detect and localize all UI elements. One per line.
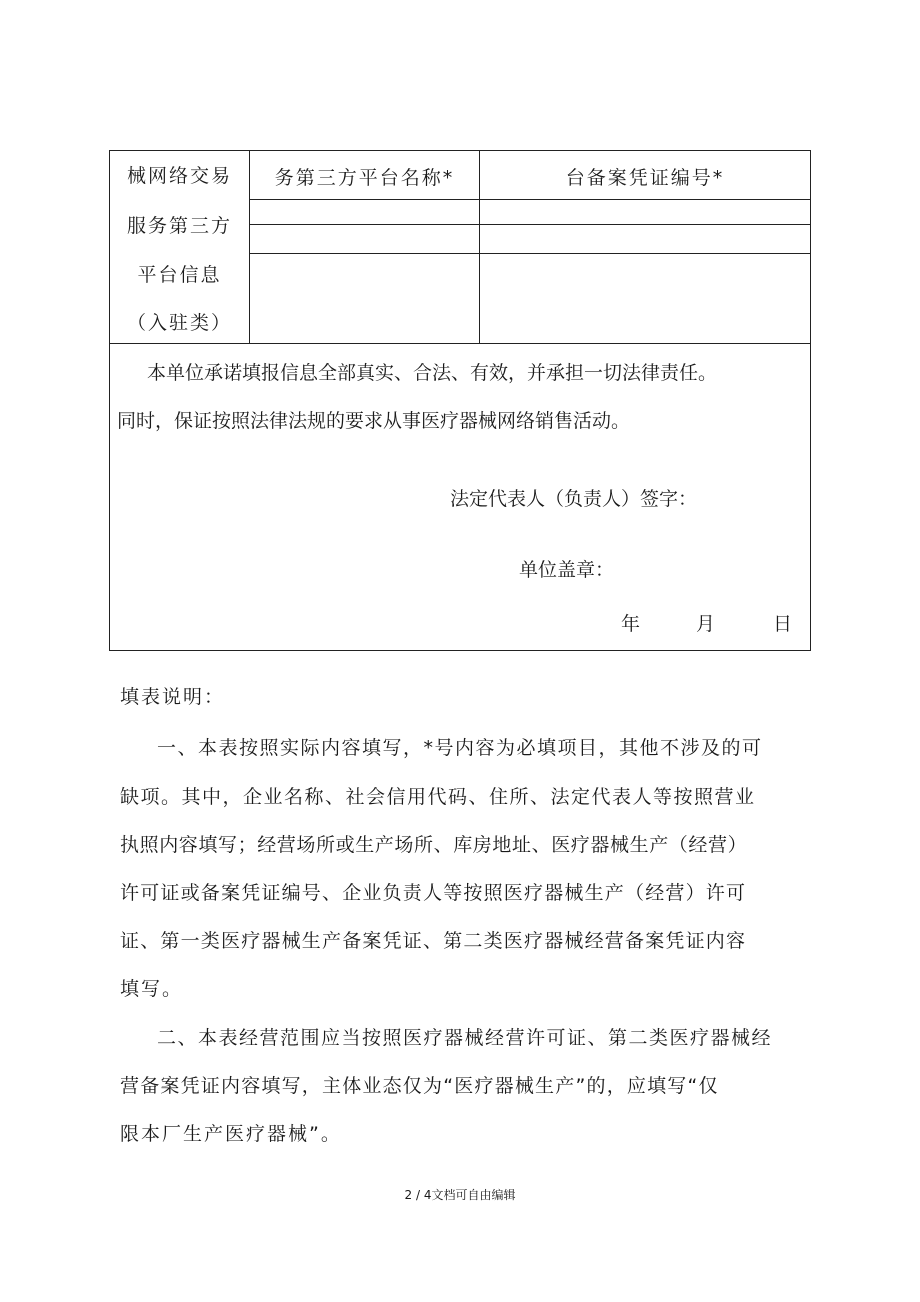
date-year: 年 <box>621 613 641 635</box>
date-month: 月 <box>696 613 716 635</box>
section-label-line-4: （入驻类） <box>126 312 232 334</box>
table-divider-h1 <box>249 199 810 200</box>
instruction-line: 证、第一类医疗器械生产备案凭证、第二类医疗器械经营备案凭证内容 <box>120 930 747 952</box>
instruction-line: 填写。 <box>120 978 184 1000</box>
record-number-header: 台备案凭证编号* <box>565 167 725 189</box>
pledge-text-line-1: 本单位承诺填报信息全部真实、合法、有效，并承担一切法律责任。 <box>147 362 718 384</box>
platform-info-table <box>109 150 811 651</box>
page-footer: 2 / 4文档可自由编辑 <box>404 1188 516 1202</box>
section-label-line-3: 平台信息 <box>137 264 222 286</box>
signature-label: 法定代表人（负责人）签字： <box>450 488 698 510</box>
instruction-line: 一、本表按照实际内容填写，*号内容为必填项目，其他不涉及的可 <box>157 737 763 759</box>
seal-label: 单位盖章： <box>519 559 615 581</box>
section-label-line-2: 服务第三方 <box>126 215 232 237</box>
instructions-heading: 填表说明： <box>120 686 226 708</box>
instruction-line: 执照内容填写；经营场所或生产场所、库房地址、医疗器械生产（经营） <box>120 834 748 856</box>
instruction-line: 许可证或备案凭证编号、企业负责人等按照医疗器械生产（经营）许可 <box>120 882 747 904</box>
section-label-line-1: 械网络交易 <box>126 165 232 187</box>
table-divider-h3 <box>249 253 810 254</box>
table-divider-h4 <box>110 343 810 344</box>
platform-name-header: 务第三方平台名称* <box>274 167 455 189</box>
instruction-line: 缺项。其中，企业名称、社会信用代码、住所、法定代表人等按照营业 <box>120 786 756 808</box>
date-day: 日 <box>773 613 793 635</box>
instruction-line: 限本厂生产医疗器械”。 <box>120 1123 342 1145</box>
instruction-line: 二、本表经营范围应当按照医疗器械经营许可证、第二类医疗器械经 <box>157 1027 773 1049</box>
instruction-line: 营备案凭证内容填写，主体业态仅为“医疗器械生产”的，应填写“仅 <box>120 1075 719 1097</box>
pledge-text-line-2: 同时，保证按照法律法规的要求从事医疗器械网络销售活动。 <box>117 410 631 432</box>
table-divider-h2 <box>249 224 810 225</box>
